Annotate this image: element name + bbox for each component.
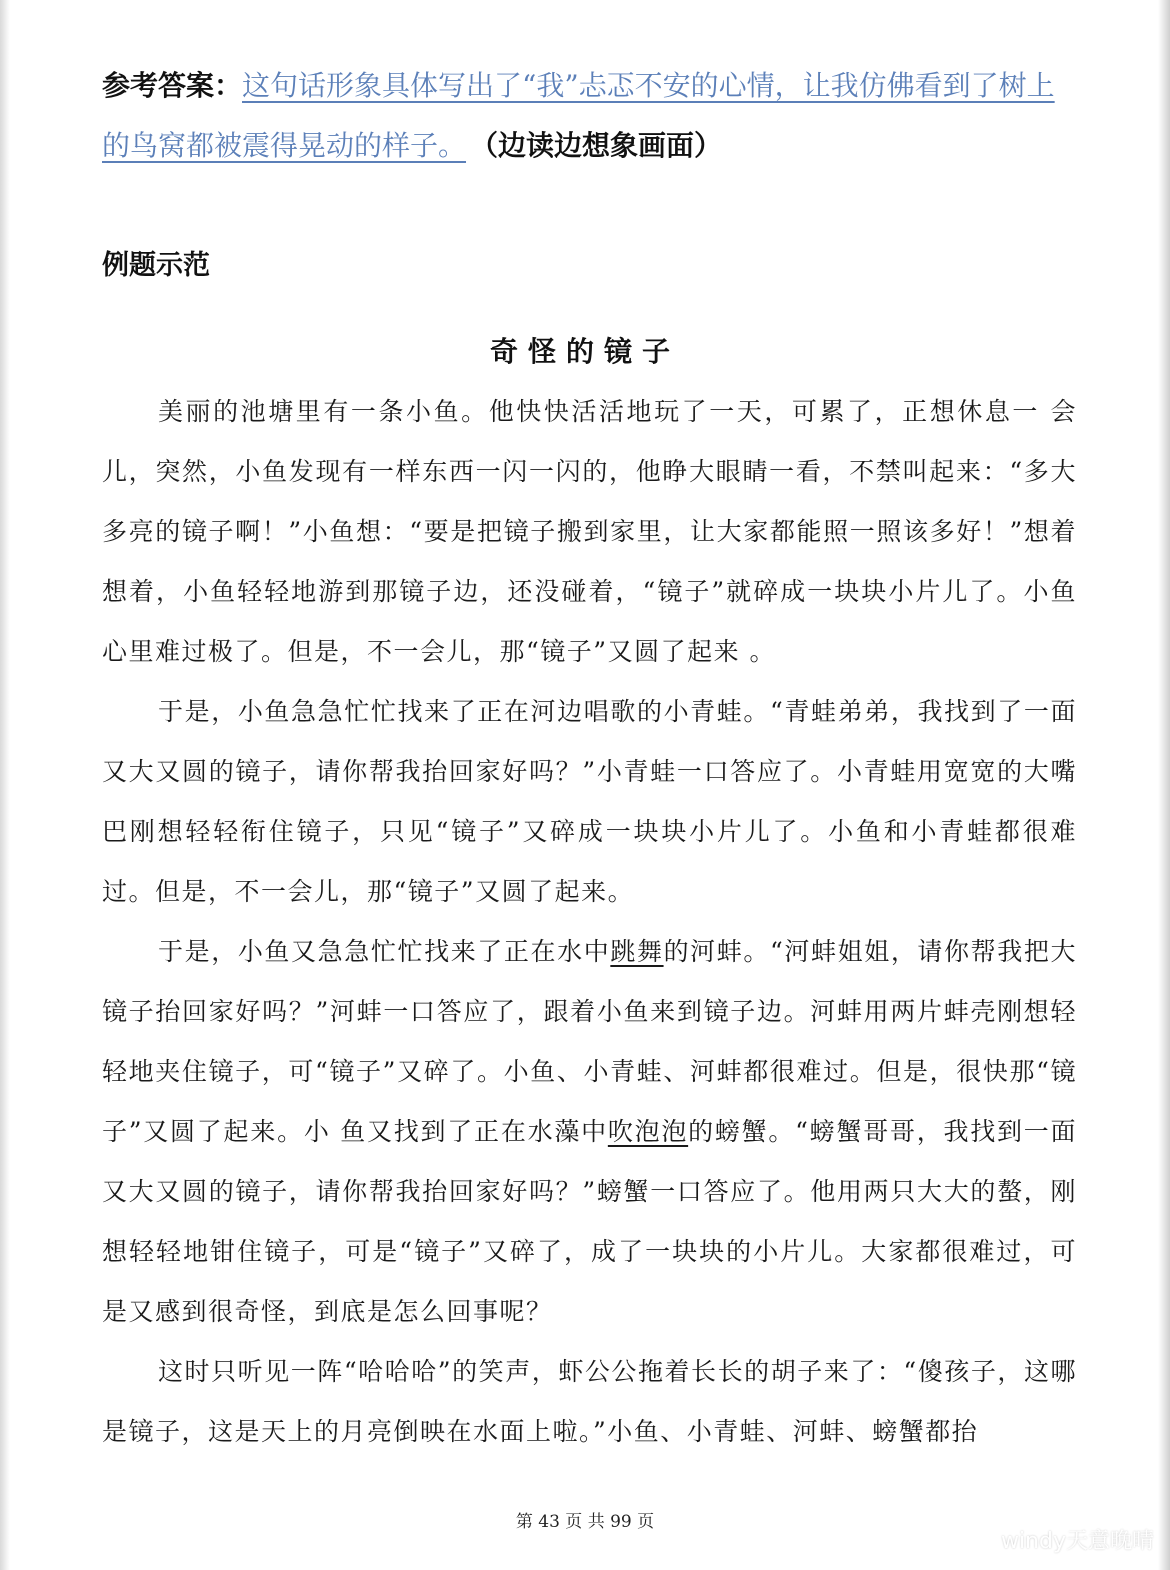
page-shadow-left [0,0,10,1570]
page-footer [0,1507,1170,1532]
answer-text: 这句话形象具体写出了“我”忐忑不安的心情，让我仿佛看到了树上的鸟窝都被震得晃动的样子。 [102,69,1055,162]
page-shadow-right [1158,0,1170,1570]
story-paragraph-3 [102,922,1077,1342]
footer-total-pages: 99 [610,1512,632,1532]
footer-suffix: 页 [637,1512,655,1532]
answer-label: 参考答案： [102,69,243,102]
story-paragraph-2: 于是，小鱼急急忙忙找来了正在河边唱歌的小青蛙。“青蛙弟弟，我找到了一面又大又圆的镜子，请你帮我抬回家好吗？”小青蛙一口答应了。小青蛙用宽宽的大嘴巴刚想轻轻衔住镜子，只见“镜子”又碎成一块块小片儿了。小鱼和小青蛙都很难过。但是，不一会儿，那“镜子”又圆了起来。 [102,697,1077,906]
underlined-word-dance: 跳舞 [610,937,664,966]
story-paragraph-4: 这时只听见一阵“哈哈哈”的笑声，虾公公拖着长长的胡子来了：“傻孩子，这哪是镜子，这是天上的月亮倒映在水面上啦。”小鱼、小青蛙、河蚌、螃蟹都抬 [102,1357,1077,1446]
paragraph-3-part-1: 于是，小鱼又急急忙忙找来了正在水中 [158,937,611,966]
paragraph-3-part-3: 的螃蟹。“螃蟹哥哥，我找到一面又大又圆的镜子，请你帮我抬回家好吗？”螃蟹一口答应了。他用两只大大的螯，刚想轻轻地钳住镜子，可是“镜子”又碎了，成了一块块的小片儿。大家都很难过，可是又感到很奇怪，到底是怎么回事呢？ [102,1117,1077,1326]
footer-middle: 页 共 [565,1512,605,1532]
story-paragraph-1: 美丽的池塘里有一条小鱼。他快快活活地玩了一天，可累了，正想休息一 会儿，突然，小鱼发现有一样东西一闪一闪的，他睁大眼睛一看，不禁叫起来：“多大多亮的镜子啊！”小鱼想：“要是把镜子搬到家里，让大家都能照一照该多好！”想着想着，小鱼轻轻地游到那镜子边，还没碰着，“镜子”就碎成一块块小片儿了。小鱼心里难过极了。但是，不一会儿，那“镜子”又圆了起来 。 [102,397,1077,666]
paragraph-3-part-2: 的河蚌。“河蚌姐姐，请你帮我把大镜子抬回家好吗？”河蚌一口答应了，跟着小鱼来到镜子边。河蚌用两片蚌壳刚想轻轻地夹住镜子，可“镜子”又碎了。小鱼、小青蛙、河蚌都很难过。但是，很快那“镜子”又圆了起来。小 鱼又找到了正在水藻中 [102,937,1077,1146]
underlined-word-bubbles: 吹泡泡 [607,1117,689,1146]
story-title: 奇怪的镜子 [489,335,680,368]
story-body [102,382,1077,1462]
answer-note: （边读边想象画面） [484,129,723,162]
reference-answer [102,56,1082,176]
footer-prefix: 第 [515,1512,533,1532]
watermark-text: windy天意晚晴 [1000,1529,1154,1554]
section-heading: 例题示范 [102,250,210,281]
footer-current-page: 43 [538,1512,560,1532]
